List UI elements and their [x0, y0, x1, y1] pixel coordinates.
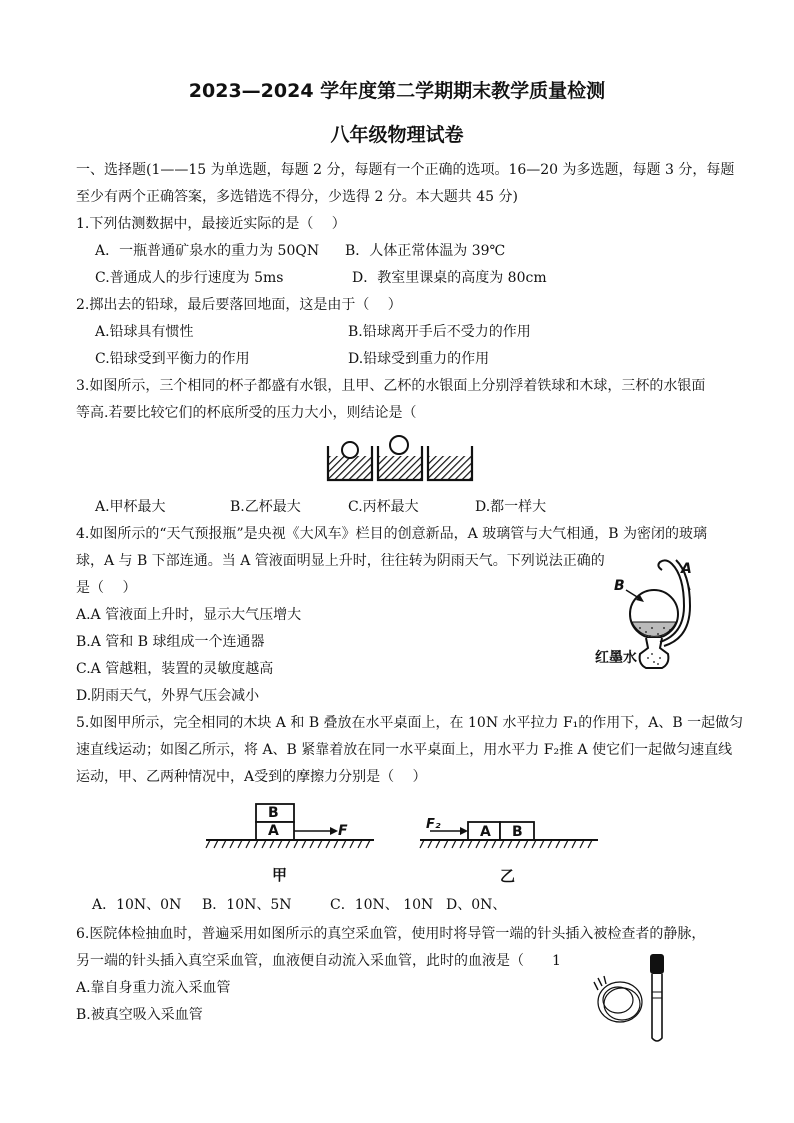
q3-stem-line2: 等高.若要比较它们的杯底所受的压力大小，则结论是（ [76, 405, 417, 421]
cup-bing [428, 446, 472, 480]
q4-option-c: C.A 管越粗，装置的灵敏度越高 [76, 661, 274, 677]
fig-label-jia: 甲 [272, 866, 288, 884]
q5-option-c: C．10N、 10N [330, 897, 434, 913]
q5-stem-line3: 运动，甲、乙两种情况中，A受到的摩擦力分别是（ ） [76, 769, 427, 785]
q3-option-a: A.甲杯最大 [95, 499, 166, 515]
q5-stem-line1: 5.如图甲所示，完全相同的木块 A 和 B 叠放在水平桌面上，在 10N 水平拉力 F₁的作用下，A、B 一起做匀 [76, 715, 744, 731]
q3-cups-figure [320, 430, 480, 490]
fig-jia-block-b: B [268, 805, 279, 821]
q4-option-a: A.A 管液面上升时，显示大气压增大 [76, 607, 302, 623]
q4-option-d: D.阴雨天气，外界气压会减小 [76, 688, 260, 704]
bottle-label-ink: 红墨水 [595, 650, 637, 666]
q4-option-b: B.A 管和 B 球组成一个连通器 [76, 634, 265, 650]
q3-option-d: D.都一样大 [475, 499, 547, 515]
q5-stem-line2: 速直线运动；如图乙所示，将 A、B 紧靠着放在同一水平桌面上，用水平力 F₂推 A 使它们一起做匀速直线 [76, 742, 733, 758]
q5-option-d: D、0N、 [446, 897, 507, 913]
cup-jia [328, 442, 372, 480]
q6-stem-line1: 6.医院体检抽血时，普遍采用如图所示的真空采血管，使用时将导管一端的针头插入被检查者的静脉， [76, 926, 706, 942]
fig-jia-block-a: A [268, 823, 279, 839]
q1-option-c: C.普通成人的步行速度为 5ms [95, 270, 284, 286]
fig-label-yi: 乙 [500, 867, 516, 885]
q6-option-a: A.靠自身重力流入采血管 [76, 980, 231, 996]
weather-bottle-figure [592, 550, 714, 690]
iron-ball [342, 442, 358, 458]
bottle-label-a: A [681, 561, 692, 577]
q1-option-a: A．一瓶普通矿泉水的重力为 50QN [95, 243, 320, 259]
q5-figure-yi [420, 806, 600, 854]
q3-stem-line1: 3.如图所示，三个相同的杯子都盛有水银，且甲、乙杯的水银面上分别浮着铁球和木球，三杯的水银面 [76, 378, 706, 394]
q1-stem: 1.下列估测数据中，最接近实际的是（ ） [76, 216, 346, 232]
q2-stem: 2.掷出去的铅球，最后要落回地面，这是由于（ ） [76, 297, 402, 313]
fig-yi-force-f2: F₂ [426, 817, 441, 832]
q5-option-a: A．10N、0N [92, 897, 182, 913]
q5-figure-jia [206, 798, 376, 854]
q3-option-b: B.乙杯最大 [230, 499, 301, 515]
q3-option-c: C.丙杯最大 [348, 499, 419, 515]
q4-stem-line2: 球，A 与 B 下部连通。当 A 管液面明显上升时，往往转为阴雨天气。下列说法正确的 [76, 553, 605, 569]
q4-stem-line3: 是（ ） [76, 580, 137, 596]
q6-stem-line2: 另一端的针头插入真空采血管，血液便自动流入采血管，此时的血液是（ 1 [76, 953, 561, 969]
q1-option-b: B．人体正常体温为 39℃ [345, 243, 506, 259]
exam-title: 2023—2024 学年度第二学期期末教学质量检测 [188, 80, 606, 102]
section-intro-line1: 一、选择题(1——15 为单选题，每题 2 分，每题有一个正确的选项。16—20 为多选题，每题 3 分，每题 [76, 162, 735, 178]
bottle-label-b: B [614, 578, 625, 594]
q1-option-d: D．教室里课桌的高度为 80cm [352, 270, 547, 286]
wooden-ball [390, 436, 408, 454]
q2-option-a: A.铅球具有惯性 [95, 324, 194, 340]
q2-option-c: C.铅球受到平衡力的作用 [95, 351, 250, 367]
exam-subtitle: 八年级物理试卷 [330, 124, 464, 146]
q5-option-b: B．10N、5N [202, 897, 292, 913]
blood-collection-tube-figure [592, 952, 674, 1048]
fig-jia-force-f: F [338, 823, 348, 839]
cup-yi [378, 436, 422, 480]
section-intro-line2: 至少有两个正确答案，多选错选不得分，少选得 2 分。本大题共 45 分) [76, 189, 518, 205]
fig-yi-block-a: A [480, 824, 491, 840]
fig-yi-block-b: B [512, 824, 523, 840]
q2-option-d: D.铅球受到重力的作用 [348, 351, 490, 367]
q2-option-b: B.铅球离开手后不受力的作用 [348, 324, 531, 340]
q6-option-b: B.被真空吸入采血管 [76, 1007, 203, 1023]
q4-stem-line1: 4.如图所示的“天气预报瓶”是央视《大风车》栏目的创意新品，A 玻璃管与大气相通，B 为密闭的玻璃 [76, 526, 707, 542]
